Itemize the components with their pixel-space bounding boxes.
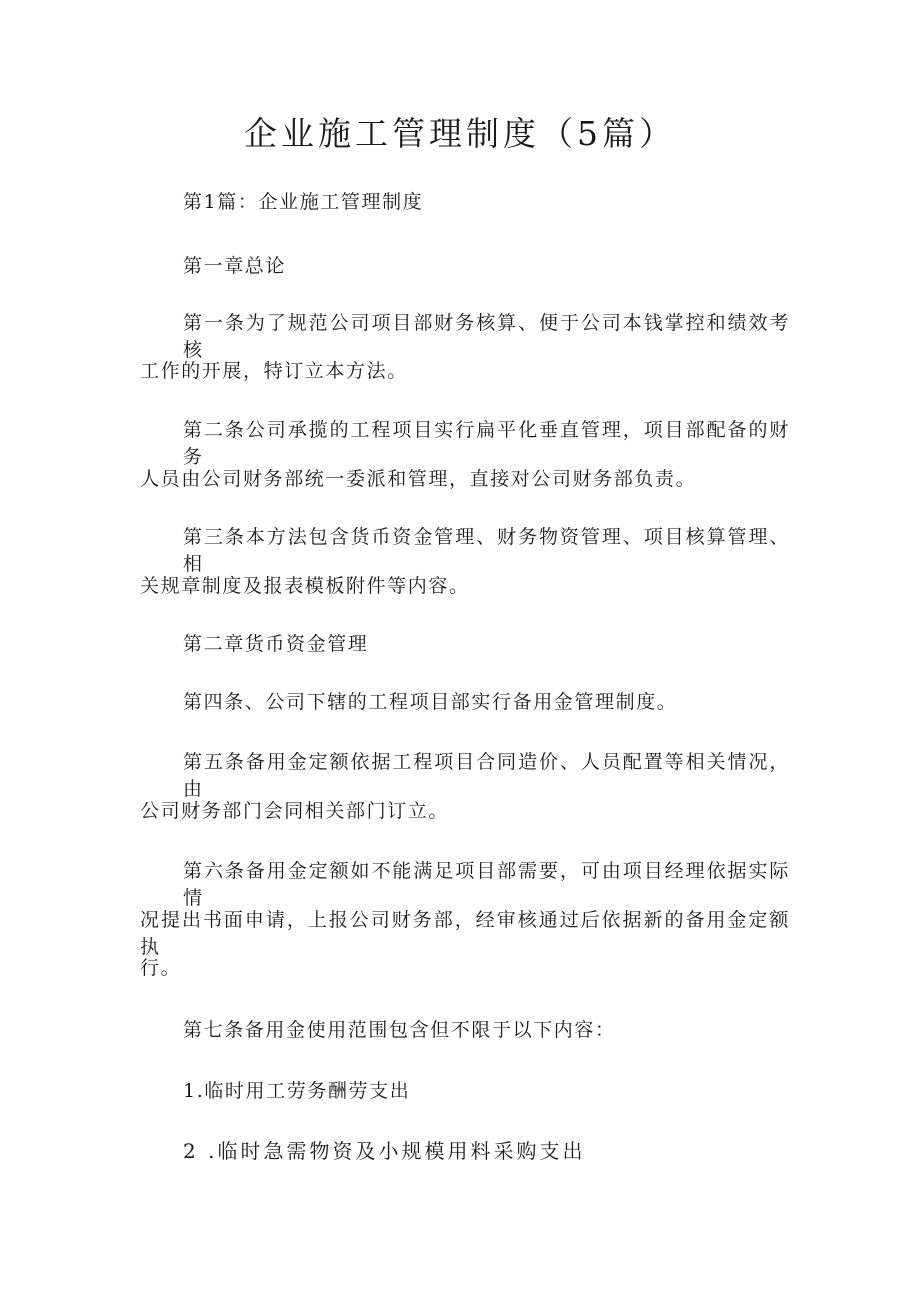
article-line: 工作的开展，特订立本方法。 bbox=[140, 360, 408, 382]
article-line: 第三条本方法包含货币资金管理、财务物资管理、项目核算管理、相 bbox=[183, 526, 790, 575]
chapter-heading: 第一章总论 bbox=[183, 255, 287, 277]
article-line: 第七条备用金使用范围包含但不限于以下内容： bbox=[183, 1019, 616, 1041]
article-line: 行。 bbox=[140, 957, 182, 979]
article-line: 关规章制度及报表模板附件等内容。 bbox=[140, 575, 470, 597]
list-item: 2 .临时急需物资及小规模用料采购支出 bbox=[183, 1139, 586, 1163]
article-line: 公司财务部门会同相关部门订立。 bbox=[140, 800, 450, 822]
article-line: 况提出书面申请，上报公司财务部，经审核通过后依据新的备用金定额执 bbox=[140, 909, 790, 958]
article-line: 第一条为了规范公司项目部财务核算、便于公司本钱掌控和绩效考核 bbox=[183, 312, 790, 361]
article-line: 第六条备用金定额如不能满足项目部需要，可由项目经理依据实际情 bbox=[183, 860, 790, 909]
list-item: 1.临时用工劳务酬劳支出 bbox=[183, 1080, 411, 1102]
article-line: 第二条公司承揽的工程项目实行扁平化垂直管理，项目部配备的财务 bbox=[183, 419, 790, 468]
article-line: 人员由公司财务部统一委派和管理，直接对公司财务部负责。 bbox=[140, 468, 697, 490]
section-heading: 第1篇：企业施工管理制度 bbox=[183, 191, 424, 213]
document-title: 企业施工管理制度（5篇） bbox=[244, 114, 676, 153]
chapter-heading: 第二章货币资金管理 bbox=[183, 633, 369, 655]
article-line: 第四条、公司下辖的工程项目部实行备用金管理制度。 bbox=[183, 691, 678, 713]
article-line: 第五条备用金定额依据工程项目合同造价、人员配置等相关情况，由 bbox=[183, 751, 790, 800]
